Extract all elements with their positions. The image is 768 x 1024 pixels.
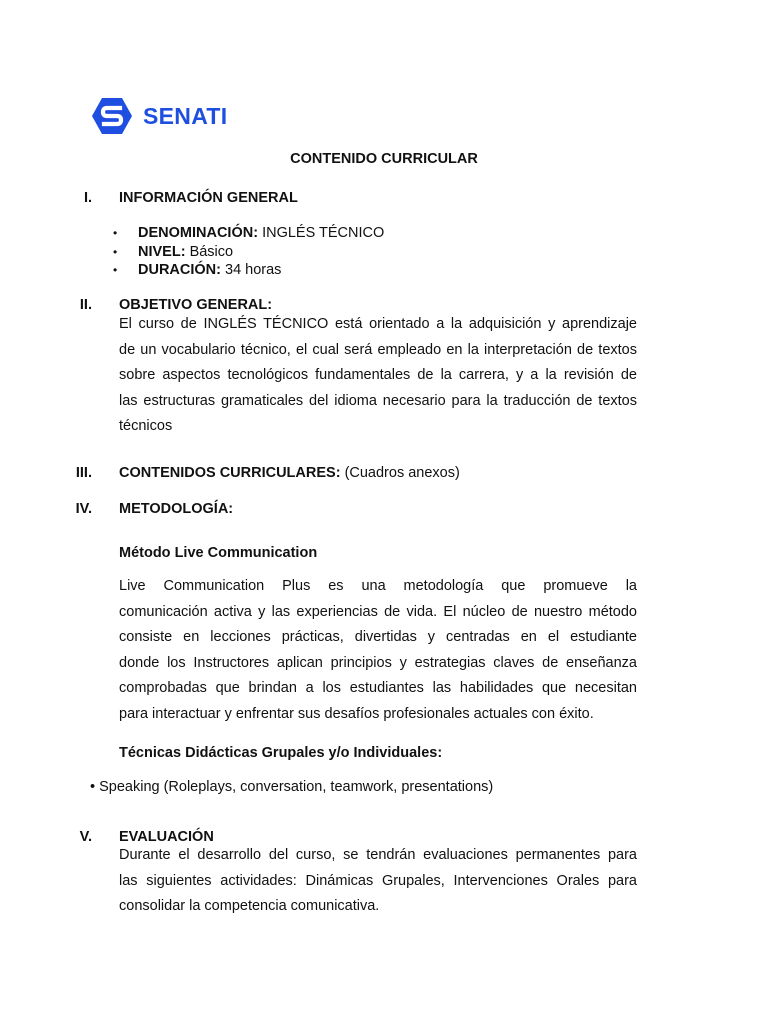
paragraph-line: El curso de INGLÉS TÉCNICO está orientado a la adquisición y aprendizaje	[119, 316, 637, 332]
paragraph-line: consiste en lecciones prácticas, divertidas y centradas en el estudiante	[119, 629, 637, 645]
paragraph-line: comunicación activa y las experiencias de vida. El núcleo de nuestro método	[119, 603, 637, 620]
paragraph-line: las estructuras gramaticales del idioma necesario para la traducción de textos	[119, 392, 637, 409]
paragraph-line: Durante el desarrollo del curso, se tendrán evaluaciones permanentes para	[119, 847, 637, 863]
techniques-title: Técnicas Didácticas Grupales y/o Individuales:	[119, 745, 443, 761]
paragraph-line: donde los Instructores aplican principios y estrategias claves de enseñanza	[119, 654, 637, 671]
senati-logo-icon	[91, 97, 133, 135]
item-value: INGLÉS TÉCNICO	[262, 225, 385, 241]
list-item	[113, 224, 384, 243]
evaluation-paragraph	[119, 843, 637, 920]
logo-wordmark: SENATI	[143, 102, 228, 129]
bullet-dot: •	[113, 226, 118, 240]
techniques-item: • Speaking (Roleplays, conversation, teamwork, presentations)	[90, 779, 494, 795]
section-title-5: EVALUACIÓN	[119, 829, 214, 845]
bullet-dot: •	[113, 244, 118, 259]
section-title-3	[119, 465, 460, 481]
section-number-5: V.	[79, 829, 92, 845]
section-title-4: METODOLOGÍA:	[119, 501, 234, 517]
section-title-text: CONTENIDOS CURRICULARES:	[119, 465, 341, 481]
method-title: Método Live Communication	[119, 545, 318, 561]
paragraph-line: consolidar la competencia comunicativa.	[119, 898, 380, 914]
item-label: DURACIÓN:	[138, 262, 221, 278]
bullet-dot: •	[113, 263, 118, 277]
section-title-1: INFORMACIÓN GENERAL	[119, 190, 298, 206]
list-item	[113, 261, 384, 280]
general-info-list	[113, 224, 384, 280]
page-title: CONTENIDO CURRICULAR	[290, 151, 478, 167]
paragraph-line: comprobadas que brindan a los estudiantes las habilidades que necesitan	[119, 680, 637, 696]
item-label: NIVEL:	[138, 243, 186, 260]
section-note: (Cuadros anexos)	[344, 465, 460, 481]
paragraph-line: técnicos	[119, 418, 173, 434]
senati-logo	[91, 97, 227, 135]
paragraph-line: las siguientes actividades: Dinámicas Grupales, Intervenciones Orales para	[119, 872, 637, 889]
section-title-2: OBJETIVO GENERAL:	[119, 297, 273, 313]
section-number-3: III.	[75, 465, 92, 481]
item-value: 34 horas	[225, 262, 282, 278]
section-number-2: II.	[79, 297, 92, 313]
paragraph-line: de un vocabulario técnico, el cual será empleado en la interpretación de textos	[119, 341, 637, 358]
paragraph-line: sobre aspectos tecnológicos fundamentales de la carrera, y a la revisión de	[119, 367, 637, 383]
paragraph-line: Live Communication Plus es una metodología que promueve la	[119, 578, 637, 594]
section-number-4: IV.	[75, 501, 92, 517]
objective-paragraph	[119, 312, 637, 440]
item-label: DENOMINACIÓN:	[138, 225, 259, 241]
item-value: Básico	[189, 243, 234, 260]
list-item	[113, 243, 384, 262]
section-number-1: I.	[83, 190, 92, 206]
paragraph-line: para interactuar y enfrentar sus desafíos profesionales actuales con éxito.	[119, 705, 594, 722]
method-paragraph	[119, 574, 637, 727]
